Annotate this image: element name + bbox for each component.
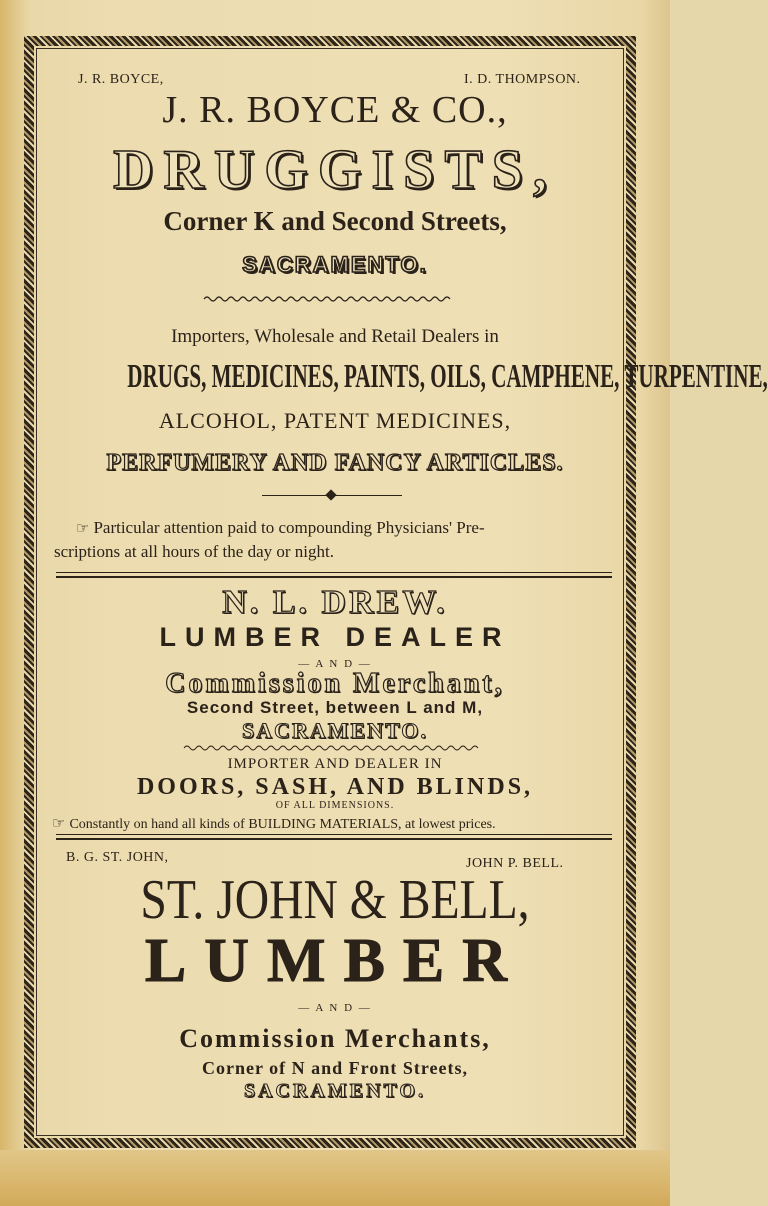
wavy-divider [204, 294, 454, 304]
wavy-divider-2 [184, 743, 484, 753]
merchants-address: Corner of N and Front Streets, [202, 1058, 468, 1078]
partner-name-right-2: JOHN P. BELL. [466, 856, 564, 871]
importer-line: IMPORTER AND DEALER IN [227, 756, 443, 772]
partner-name-right: I. D. THOMPSON. [464, 72, 581, 87]
merchants-role: Commission Merchants, [179, 1024, 491, 1053]
and-connector-2: — A N D — [298, 1002, 372, 1014]
dealer-city: SACRAMENTO. [241, 718, 428, 743]
stock-note: ☞ Constantly on hand all kinds of BUILDING MATERIALS, at lowest prices. [52, 814, 496, 832]
firm-name: J. R. BOYCE & CO., [162, 89, 508, 131]
firm-name-2: ST. JOHN & BELL, [140, 869, 530, 931]
dealer-goods: DOORS, SASH, AND BLINDS, [136, 774, 534, 800]
merchant-role: Commission Merchant, [165, 668, 505, 699]
city-name: SACRAMENTO. [242, 252, 428, 277]
section-divider [56, 572, 612, 578]
merchants-city: SACRAMENTO. [243, 1080, 427, 1102]
dealer-intro: Importers, Wholesale and Retail Dealers in [171, 326, 499, 347]
dealer-title: LUMBER DEALER [159, 622, 511, 652]
prescription-note-line1: ☞ Particular attention paid to compounding Physicians' Pre- [76, 518, 485, 537]
trade-heading: DRUGGISTS, [113, 139, 557, 201]
lumber-heading: LUMBER [144, 927, 526, 995]
dealer-name: N. L. DREW. [222, 584, 448, 621]
pointing-hand-icon: ☞ [76, 519, 90, 537]
partner-name-left-2: B. G. ST. JOHN, [66, 850, 169, 865]
and-connector: — A N D — [298, 658, 372, 670]
goods-list-secondary: ALCOHOL, PATENT MEDICINES, [158, 408, 512, 433]
dimensions-note: OF ALL DIMENSIONS. [275, 800, 395, 811]
store-address: Corner K and Second Streets, [163, 206, 507, 236]
goods-list-tertiary: PERFUMERY AND FANCY ARTICLES. [106, 450, 564, 476]
page-edge-stain [0, 1150, 670, 1206]
goods-list-primary: DRUGS, MEDICINES, PAINTS, OILS, CAMPHENE, TURPENTINE, [127, 358, 768, 395]
dealer-address: Second Street, between L and M, [186, 698, 484, 717]
section-divider-2 [56, 834, 612, 840]
prescription-note-line2: scriptions at all hours of the day or night. [54, 542, 334, 561]
partner-name-left: J. R. BOYCE, [78, 72, 164, 87]
pointing-hand-icon: ☞ [52, 814, 66, 832]
